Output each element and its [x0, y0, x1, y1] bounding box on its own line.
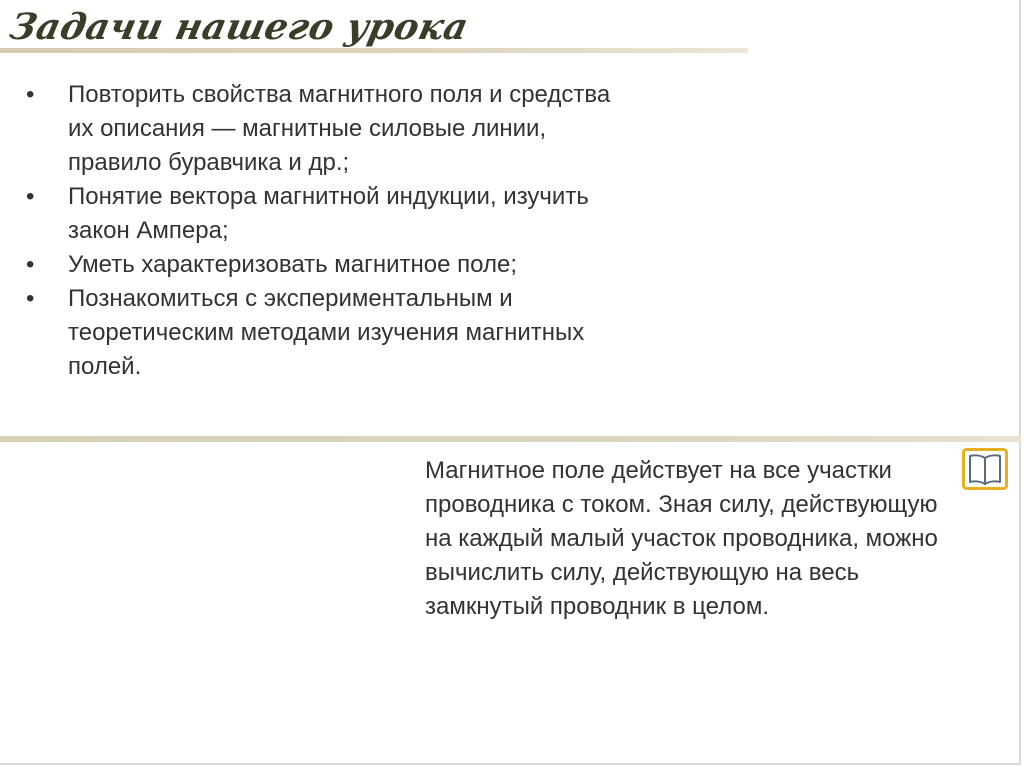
note-text: Магнитное поле действует на все участки проводника с током. Зная силу, действующую на каждый малый участок проводника, можно вычислить силу, действующую на весь замкнутый проводник в целом.	[425, 457, 938, 620]
book-icon[interactable]	[962, 448, 1008, 490]
objectives-list	[26, 78, 626, 384]
bullet-marker: •	[26, 251, 35, 278]
bullet-marker: •	[26, 183, 35, 210]
bullet-marker: •	[26, 81, 35, 108]
section-divider	[0, 436, 1021, 442]
list-item-text: Понятие вектора магнитной индукции, изучить закон Ампера;	[68, 183, 589, 244]
list-item	[26, 180, 626, 248]
list-item-text: Познакомиться с экспериментальным и теоретическим методами изучения магнитных полей.	[68, 285, 585, 380]
list-item-text: Уметь характеризовать магнитное поле;	[68, 251, 518, 278]
title-underline	[0, 48, 748, 53]
slide-title: Задачи нашего урока	[6, 6, 473, 48]
bullet-marker: •	[26, 285, 35, 312]
list-item	[26, 78, 626, 180]
list-item-text: Повторить свойства магнитного поля и средства их описания — магнитные силовые линии, правило буравчика и др.;	[68, 81, 611, 176]
list-item	[26, 282, 626, 384]
list-item	[26, 248, 626, 282]
